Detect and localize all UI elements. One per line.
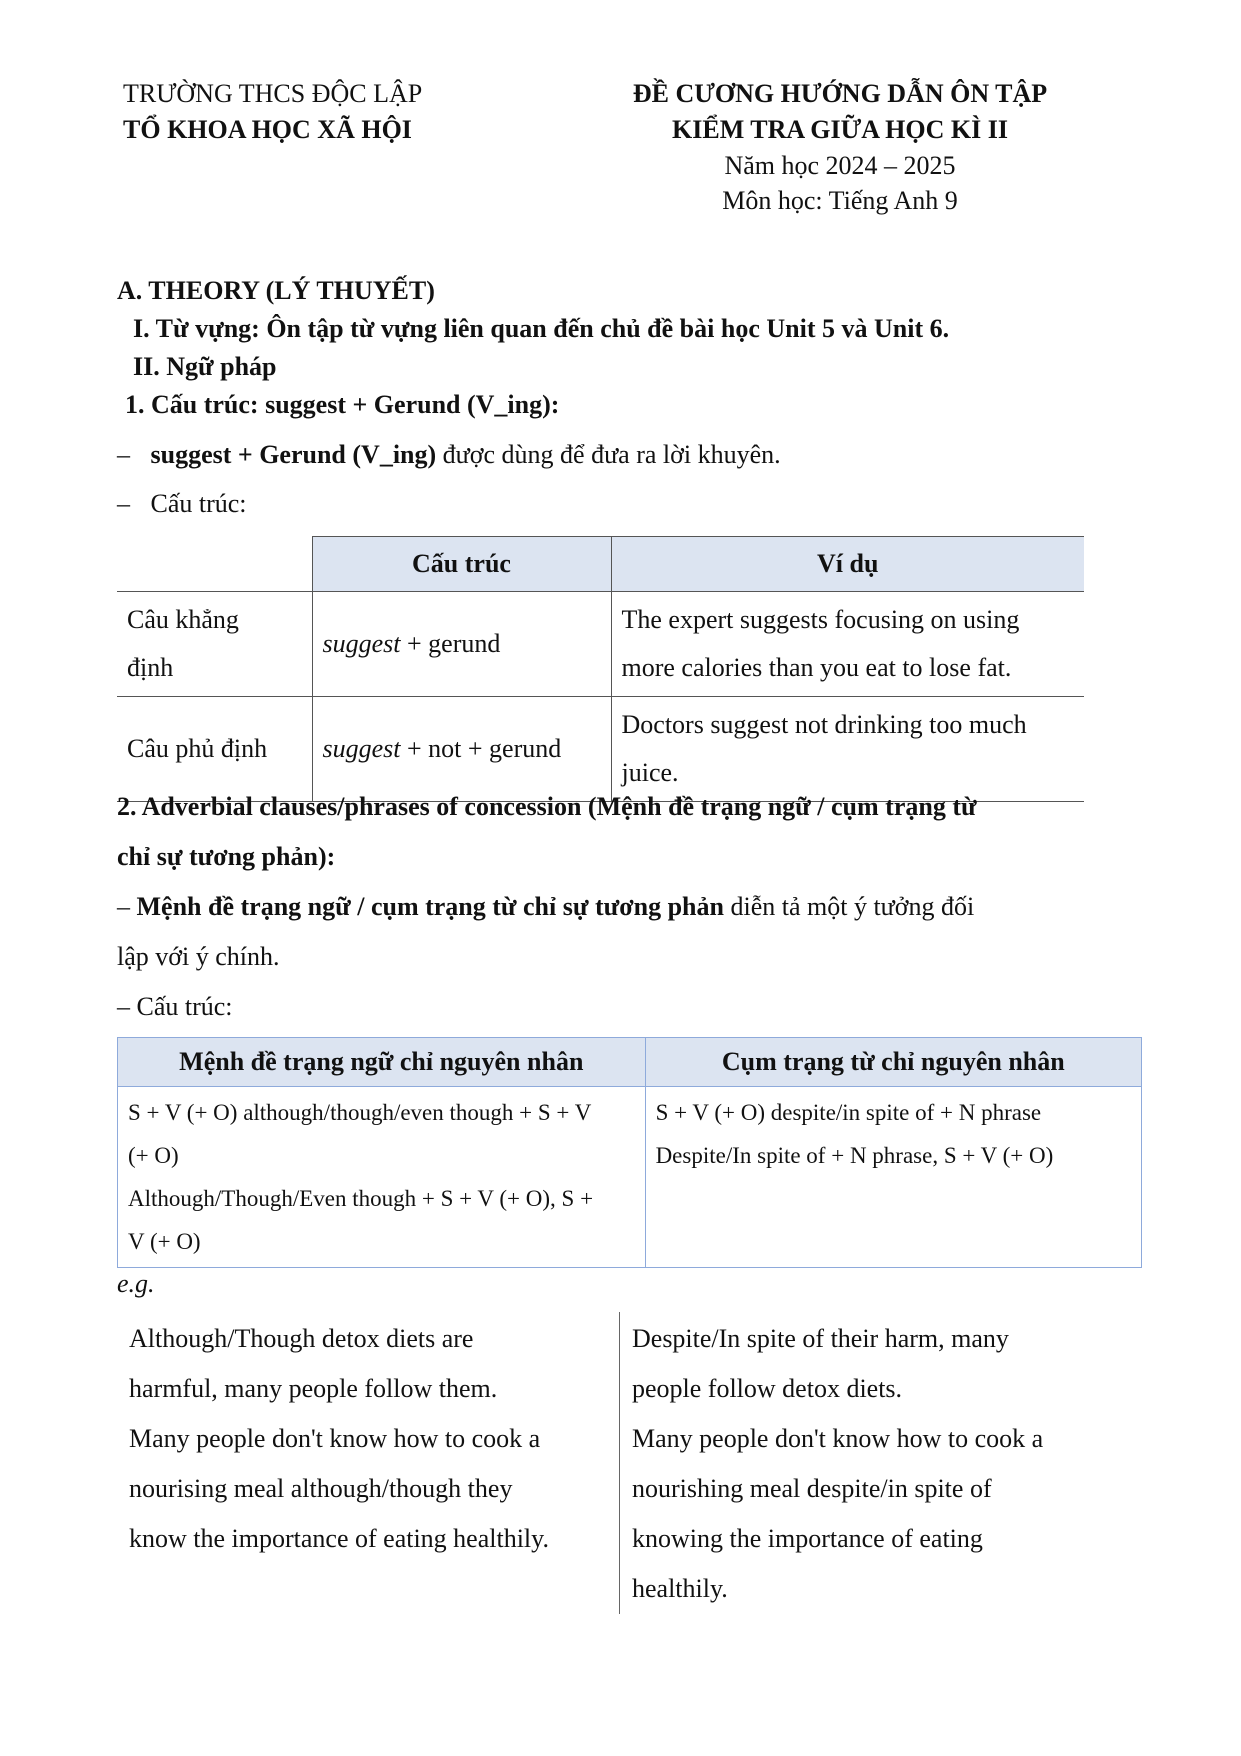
description-bold: Mệnh đề trạng ngữ / cụm trạng từ chỉ sự tương phản [136,892,724,921]
grammar-heading: II. Ngữ pháp [133,352,277,381]
example-line: The expert suggests focusing on using [621,605,1020,634]
examples-left-column [129,1314,549,1564]
department-name: TỔ KHOA HỌC XÃ HỘI [123,115,412,144]
structure-cell [312,592,611,697]
table-header-example: Ví dụ [611,537,1084,592]
document-title-line2: KIỂM TRA GIỮA HỌC KÌ II [672,115,1008,144]
table-row [117,592,1084,697]
vocab-heading: I. Từ vựng: Ôn tập từ vựng liên quan đến chủ đề bài học Unit 5 và Unit 6. [133,314,950,343]
example-line: Many people don't know how to cook a [632,1424,1044,1453]
example-line: people follow detox diets. [632,1374,903,1403]
structure-line: S + V (+ O) although/though/even though + S + V [128,1100,592,1125]
sentence-type-cell: Câu phủ định [117,697,312,802]
sentence-type-cell [117,592,312,697]
example-line: harmful, many people follow them. [129,1374,498,1403]
suggest-structure-table [117,536,1084,802]
example-line: nourising meal although/though they [129,1474,513,1503]
structure-rest: + not + gerund [400,734,562,763]
sentence-type-line: định [127,653,174,682]
part2-structure-label: – Cấu trúc: [117,992,233,1021]
table-row [117,697,1084,802]
school-year: Năm học 2024 – 2025 [724,151,956,180]
structure-line: (+ O) [128,1143,179,1168]
example-cell [611,592,1084,697]
example-cell [611,697,1084,802]
structure-rest: + gerund [400,629,501,658]
structure-cell [312,697,611,802]
table-header-phrase: Cụm trạng từ chỉ nguyên nhân [645,1038,1141,1087]
concession-structure-table [117,1037,1142,1268]
part1-heading: 1. Cấu trúc: suggest + Gerund (V_ing): [125,390,560,419]
example-line: knowing the importance of eating [632,1524,983,1553]
school-name: TRƯỜNG THCS ĐỘC LẬP [123,79,423,108]
example-line: Although/Though detox diets are [129,1324,474,1353]
dash: – [117,489,130,518]
dash: – [117,892,130,921]
part2-description [117,887,974,927]
dash: – [117,440,130,469]
part2-heading-line2: chỉ sự tương phản): [117,842,336,871]
phrase-structure-cell [645,1087,1141,1268]
section-a-heading: A. THEORY (LÝ THUYẾT) [117,276,435,305]
table-header-clause: Mệnh đề trạng ngữ chỉ nguyên nhân [118,1038,646,1087]
bullet2-text: Cấu trúc: [150,489,247,518]
part1-bullet1 [117,435,781,475]
subject-line: Môn học: Tiếng Anh 9 [722,186,958,215]
eg-label: e.g. [117,1269,155,1298]
example-line: nourishing meal despite/in spite of [632,1474,992,1503]
column-divider [619,1312,620,1614]
example-line: know the importance of eating healthily. [129,1524,549,1553]
table-header-empty [117,537,312,592]
verb-italic: suggest [322,734,401,763]
structure-line: Despite/In spite of + N phrase, S + V (+ O) [655,1143,1054,1168]
description-rest: diễn tả một ý tưởng đối [723,892,975,921]
document-title-line1: ĐỀ CƯƠNG HƯỚNG DẪN ÔN TẬP [632,79,1048,108]
clause-structure-cell [118,1087,646,1268]
examples-right-column [632,1314,1043,1614]
table-row [118,1087,1142,1268]
example-line: Despite/In spite of their harm, many [632,1324,1009,1353]
part2-description-line2: lập với ý chính. [117,942,280,971]
table-header-structure: Cấu trúc [312,537,611,592]
example-line: juice. [621,758,679,787]
part1-bullet2 [117,484,247,524]
verb-italic: suggest [322,629,401,658]
example-line: more calories than you eat to lose fat. [621,653,1012,682]
example-line: healthily. [632,1574,728,1603]
structure-line: S + V (+ O) despite/in spite of + N phrase [655,1100,1042,1125]
example-line: Many people don't know how to cook a [129,1424,541,1453]
structure-line: V (+ O) [128,1229,201,1254]
sentence-type-line: Câu khẳng [127,605,239,634]
bullet1-rest: được dùng để đưa ra lời khuyên. [436,440,781,469]
part2-heading-line1: 2. Adverbial clauses/phrases of concession (Mệnh đề trạng ngữ / cụm trạng từ [117,792,977,821]
example-line: Doctors suggest not drinking too much [621,710,1027,739]
structure-line: Although/Though/Even though + S + V (+ O), S + [128,1186,594,1211]
bullet1-bold: suggest + Gerund (V_ing) [150,440,437,469]
